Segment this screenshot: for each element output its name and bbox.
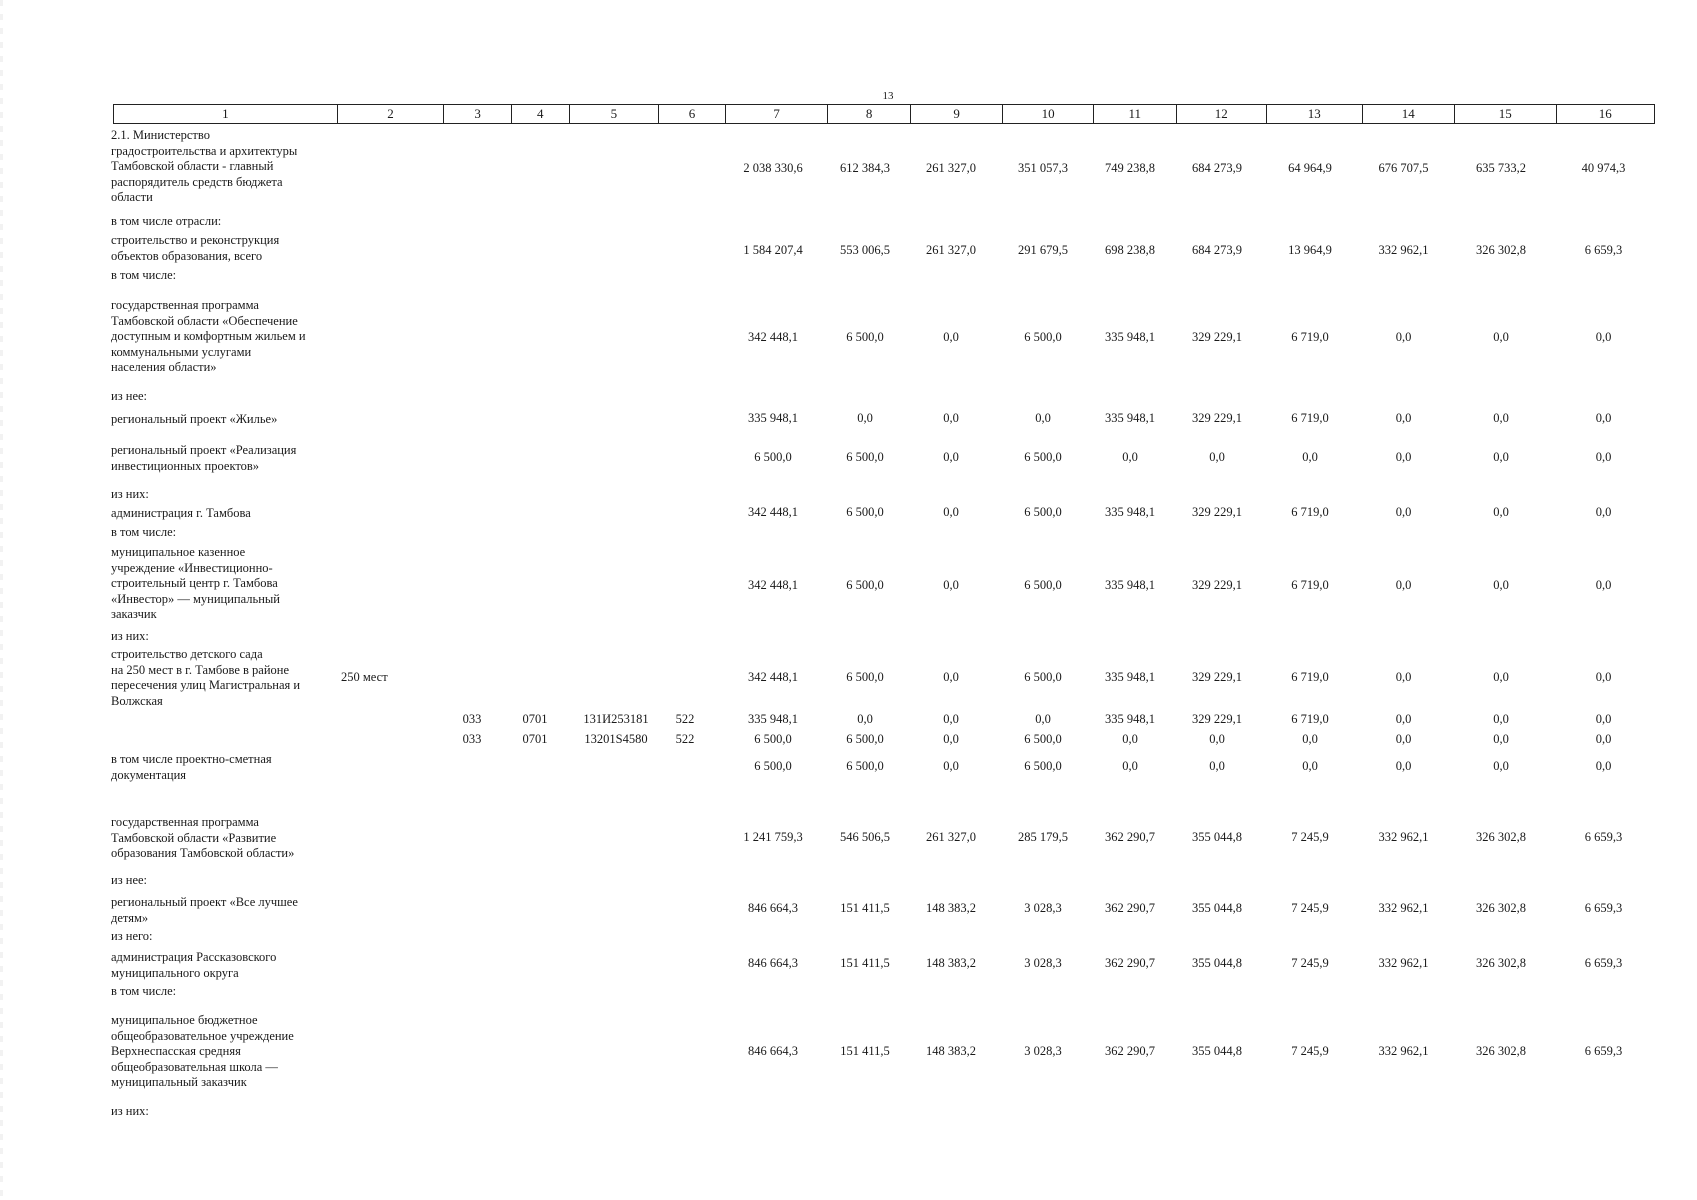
table-cell-col-12: 684 273,9 <box>1192 243 1242 257</box>
table-cell-col-7: 846 664,3 <box>748 1044 798 1058</box>
header-cell: 6 <box>659 105 726 123</box>
table-cell-col-13: 0,0 <box>1302 732 1318 746</box>
table-cell-col-12: 329 229,1 <box>1192 712 1242 726</box>
table-cell-col-8: 151 411,5 <box>840 956 890 970</box>
header-cell: 4 <box>512 105 570 123</box>
header-cell: 1 <box>114 105 338 123</box>
table-cell-col-14: 332 962,1 <box>1378 243 1429 257</box>
table-cell-col-8: 6 500,0 <box>846 578 884 592</box>
table-cell-col-11: 698 238,8 <box>1105 243 1155 257</box>
table-cell-col-8: 553 006,5 <box>840 243 890 257</box>
header-cell: 14 <box>1363 105 1456 123</box>
table-cell-col-12: 329 229,1 <box>1192 505 1242 519</box>
table-cell-col-8: 6 500,0 <box>846 505 884 519</box>
row-label: региональный проект «Жилье» <box>111 412 278 426</box>
table-cell-col-16: 0,0 <box>1595 330 1612 344</box>
row-label: в том числе: <box>111 268 177 282</box>
table-cell-col-15: 0,0 <box>1493 450 1509 464</box>
table-cell-col-10: 6 500,0 <box>1024 732 1062 746</box>
row-label: в том числе отрасли: <box>111 214 222 228</box>
table-cell-col-10: 0,0 <box>1035 411 1051 425</box>
table-cell-col-7: 6 500,0 <box>754 450 792 464</box>
table-cell-col-10: 3 028,3 <box>1024 901 1062 915</box>
table-cell-col-13: 6 719,0 <box>1291 712 1329 726</box>
table-cell-col-16: 40 974,3 <box>1581 161 1626 175</box>
table-cell-col-8: 6 500,0 <box>846 450 884 464</box>
table-cell-col-11: 0,0 <box>1122 759 1138 773</box>
row-label: из них: <box>111 1104 149 1118</box>
header-cell: 11 <box>1094 105 1177 123</box>
table-cell-col-10: 351 057,3 <box>1018 161 1068 175</box>
table-cell-col-11: 335 948,1 <box>1105 712 1155 726</box>
table-cell-col-14: 0,0 <box>1395 330 1412 344</box>
table-cell-col-9: 261 327,0 <box>926 243 976 257</box>
row-label: из нее: <box>111 873 148 887</box>
table-cell-col-11: 362 290,7 <box>1105 901 1155 915</box>
table-cell-col-12: 355 044,8 <box>1192 901 1242 915</box>
table-cell-col-15: 326 302,8 <box>1476 901 1526 915</box>
table-cell-col-9: 0,0 <box>943 712 959 726</box>
header-cell: 2 <box>338 105 444 123</box>
row-label: из нее: <box>111 389 148 403</box>
table-cell-col-15: 0,0 <box>1493 578 1509 592</box>
table-cell-col-8: 612 384,3 <box>840 161 890 175</box>
header-cell: 16 <box>1598 106 1612 121</box>
row-label: муниципальное бюджетное общеобразовательное учреждение Верхнеспасская средняя общеобразовательная школа — муниципальный заказчик <box>111 1013 294 1089</box>
table-cell-col-7: 335 948,1 <box>748 411 798 425</box>
table-cell-col-9: 148 383,2 <box>926 1044 976 1058</box>
table-cell-col-2: 250 мест <box>341 670 388 684</box>
table-cell-col-12: 329 229,1 <box>1192 411 1242 425</box>
table-cell-col-15: 326 302,8 <box>1476 830 1526 844</box>
table-cell-col-7: 2 038 330,6 <box>743 161 803 175</box>
header-cell: 5 <box>570 105 660 123</box>
table-cell-col-15: 326 302,8 <box>1476 956 1526 970</box>
table-cell-col-16: 0,0 <box>1595 411 1612 425</box>
table-cell-col-14: 0,0 <box>1395 505 1412 519</box>
table-cell-col-14: 0,0 <box>1395 759 1412 773</box>
row-label: в том числе: <box>111 984 177 998</box>
table-cell-col-9: 0,0 <box>943 759 959 773</box>
table-cell-col-10: 6 500,0 <box>1024 330 1062 344</box>
table-cell-col-5: 131И253181 <box>583 712 649 726</box>
table-cell-col-13: 64 964,9 <box>1288 161 1332 175</box>
table-cell-col-13: 0,0 <box>1302 759 1318 773</box>
table-cell-col-13: 0,0 <box>1302 450 1318 464</box>
table-cell-col-15: 0,0 <box>1493 732 1509 746</box>
table-cell-col-11: 335 948,1 <box>1105 411 1155 425</box>
row-label: строительство детского сада на 250 мест в г. Тамбове в районе пересечения улиц Магистральная и Волжская <box>111 647 301 708</box>
table-cell-col-16: 0,0 <box>1595 670 1612 684</box>
table-cell-col-13: 6 719,0 <box>1291 411 1329 425</box>
header-cell: 10 <box>1003 105 1094 123</box>
table-cell-col-10: 6 500,0 <box>1024 670 1062 684</box>
table-cell-col-7: 846 664,3 <box>748 901 798 915</box>
table-cell-col-7: 6 500,0 <box>754 732 792 746</box>
table-cell-col-16: 6 659,3 <box>1584 1044 1623 1058</box>
table-cell-col-14: 332 962,1 <box>1378 901 1429 915</box>
table-cell-col-5: 13201S4580 <box>584 732 648 746</box>
table-cell-col-16: 0,0 <box>1595 732 1612 746</box>
row-label: из них: <box>111 487 149 501</box>
table-cell-col-13: 6 719,0 <box>1291 670 1329 684</box>
header-cell: 7 <box>726 105 828 123</box>
table-cell-col-7: 6 500,0 <box>754 759 792 773</box>
table-cell-col-12: 0,0 <box>1209 759 1225 773</box>
table-cell-col-14: 332 962,1 <box>1378 830 1429 844</box>
table-cell-col-16: 0,0 <box>1595 759 1612 773</box>
table-cell-col-9: 148 383,2 <box>926 956 976 970</box>
row-label: из него: <box>111 929 153 943</box>
table-cell-col-15: 0,0 <box>1493 330 1509 344</box>
table-cell-col-7: 342 448,1 <box>748 330 798 344</box>
table-cell-col-12: 355 044,8 <box>1192 830 1242 844</box>
table-cell-col-14: 0,0 <box>1395 670 1412 684</box>
table-cell-col-11: 749 238,8 <box>1105 161 1155 175</box>
table-cell-col-8: 0,0 <box>857 712 873 726</box>
table-cell-col-9: 0,0 <box>943 411 959 425</box>
table-cell-col-16: 0,0 <box>1595 450 1612 464</box>
table-cell-col-10: 291 679,5 <box>1018 243 1068 257</box>
table-cell-col-8: 6 500,0 <box>846 759 884 773</box>
table-cell-col-16: 6 659,3 <box>1584 956 1623 970</box>
table-cell-col-9: 261 327,0 <box>926 830 976 844</box>
table-cell-col-15: 0,0 <box>1493 759 1509 773</box>
table-cell-col-14: 0,0 <box>1395 732 1412 746</box>
table-cell-col-13: 6 719,0 <box>1291 505 1329 519</box>
table-cell-col-6: 522 <box>675 712 695 726</box>
table-cell-col-11: 362 290,7 <box>1105 830 1155 844</box>
table-cell-col-8: 6 500,0 <box>846 330 884 344</box>
table-cell-col-3: 033 <box>462 712 482 726</box>
table-cell-col-16: 6 659,3 <box>1584 901 1623 915</box>
row-label: из них: <box>111 629 149 643</box>
table-cell-col-14: 676 707,5 <box>1378 161 1429 175</box>
table-cell-col-14: 332 962,1 <box>1378 1044 1429 1058</box>
table-cell-col-7: 846 664,3 <box>748 956 798 970</box>
table-cell-col-7: 342 448,1 <box>748 670 798 684</box>
table-cell-col-15: 326 302,8 <box>1476 243 1526 257</box>
table-cell-col-10: 6 500,0 <box>1024 450 1062 464</box>
table-cell-col-12: 0,0 <box>1209 450 1225 464</box>
table-cell-col-7: 1 584 207,4 <box>743 243 803 257</box>
table-cell-col-14: 0,0 <box>1395 712 1412 726</box>
table-cell-col-13: 7 245,9 <box>1291 956 1329 970</box>
table-cell-col-13: 6 719,0 <box>1291 330 1329 344</box>
table-cell-col-16: 0,0 <box>1595 505 1612 519</box>
row-label: строительство и реконструкция объектов образования, всего <box>111 233 280 263</box>
table-cell-col-13: 7 245,9 <box>1291 901 1329 915</box>
table-cell-col-6: 522 <box>675 732 695 746</box>
table-cell-col-15: 635 733,2 <box>1476 161 1526 175</box>
table-cell-col-16: 0,0 <box>1595 712 1612 726</box>
table-cell-col-12: 329 229,1 <box>1192 330 1242 344</box>
table-cell-col-9: 0,0 <box>943 450 959 464</box>
header-cell: 9 <box>911 105 1004 123</box>
table-cell-col-12: 684 273,9 <box>1192 161 1242 175</box>
table-cell-col-7: 342 448,1 <box>748 505 798 519</box>
row-label: государственная программа Тамбовской области «Развитие образования Тамбовской области» <box>111 815 295 860</box>
table-cell-col-15: 0,0 <box>1493 411 1509 425</box>
table-cell-col-11: 335 948,1 <box>1105 330 1155 344</box>
table-cell-col-9: 0,0 <box>943 330 959 344</box>
table-cell-col-15: 0,0 <box>1493 670 1509 684</box>
table-cell-col-13: 7 245,9 <box>1291 1044 1329 1058</box>
table-cell-col-9: 0,0 <box>943 505 959 519</box>
table-cell-col-15: 0,0 <box>1493 712 1509 726</box>
table-cell-col-16: 6 659,3 <box>1584 243 1623 257</box>
table-cell-col-12: 355 044,8 <box>1192 956 1242 970</box>
table-cell-col-10: 0,0 <box>1035 712 1051 726</box>
table-cell-col-14: 332 962,1 <box>1378 956 1429 970</box>
row-label: государственная программа Тамбовской области «Обеспечение доступным и комфортным жильем и коммунальными услугами населения области» <box>111 298 306 374</box>
header-cell: 3 <box>444 105 512 123</box>
header-cell: 13 <box>1267 105 1363 123</box>
table-cell-col-8: 151 411,5 <box>840 901 890 915</box>
table-cell-col-11: 335 948,1 <box>1105 670 1155 684</box>
header-cell: 12 <box>1177 105 1268 123</box>
table-cell-col-15: 326 302,8 <box>1476 1044 1526 1058</box>
table-cell-col-4: 0701 <box>522 712 548 726</box>
table-cell-col-7: 342 448,1 <box>748 578 798 592</box>
table-cell-col-11: 362 290,7 <box>1105 1044 1155 1058</box>
table-cell-col-11: 0,0 <box>1122 450 1138 464</box>
table-cell-col-11: 335 948,1 <box>1105 505 1155 519</box>
table-cell-col-4: 0701 <box>522 732 548 746</box>
table-cell-col-13: 13 964,9 <box>1288 243 1332 257</box>
table-cell-col-9: 148 383,2 <box>926 901 976 915</box>
table-cell-col-11: 362 290,7 <box>1105 956 1155 970</box>
table-cell-col-10: 6 500,0 <box>1024 505 1062 519</box>
table-cell-col-12: 0,0 <box>1209 732 1225 746</box>
table-cell-col-9: 261 327,0 <box>926 161 976 175</box>
table-cell-col-8: 6 500,0 <box>846 732 884 746</box>
table-cell-col-7: 1 241 759,3 <box>743 830 803 844</box>
row-label: региональный проект «Все лучшее детям» <box>111 895 298 925</box>
table-cell-col-3: 033 <box>462 732 482 746</box>
table-cell-col-10: 3 028,3 <box>1024 1044 1062 1058</box>
header-cell: 15 <box>1455 105 1556 123</box>
table-cell-col-12: 355 044,8 <box>1192 1044 1242 1058</box>
table-cell-col-13: 6 719,0 <box>1291 578 1329 592</box>
page-number: 13 <box>882 90 894 102</box>
table-cell-col-8: 151 411,5 <box>840 1044 890 1058</box>
table-cell-col-10: 3 028,3 <box>1024 956 1062 970</box>
table-cell-col-8: 546 506,5 <box>840 830 890 844</box>
table-cell-col-9: 0,0 <box>943 670 959 684</box>
row-label: в том числе: <box>111 525 177 539</box>
row-label: региональный проект «Реализация инвестиционных проектов» <box>111 443 297 473</box>
table-cell-col-10: 6 500,0 <box>1024 759 1062 773</box>
table-cell-col-9: 0,0 <box>943 578 959 592</box>
table-cell-col-12: 329 229,1 <box>1192 578 1242 592</box>
table-cell-col-14: 0,0 <box>1395 450 1412 464</box>
row-label: в том числе проектно-сметная документация <box>111 752 272 782</box>
table-cell-col-8: 0,0 <box>857 411 873 425</box>
table-cell-col-8: 6 500,0 <box>846 670 884 684</box>
table-cell-col-13: 7 245,9 <box>1291 830 1329 844</box>
table-cell-col-12: 329 229,1 <box>1192 670 1242 684</box>
table-cell-col-16: 0,0 <box>1595 578 1612 592</box>
row-label: 2.1. Министерство градостроительства и архитектуры Тамбовской области - главный распорядитель средств бюджета области <box>111 128 298 204</box>
row-label: администрация г. Тамбова <box>111 506 251 520</box>
table-cell-col-14: 0,0 <box>1395 411 1412 425</box>
table-cell-col-11: 0,0 <box>1122 732 1138 746</box>
table-cell-col-16: 6 659,3 <box>1584 830 1623 844</box>
table-cell-col-10: 285 179,5 <box>1018 830 1068 844</box>
row-label: администрация Рассказовского муниципального округа <box>111 950 277 980</box>
row-label: муниципальное казенное учреждение «Инвестиционно- строительный центр г. Тамбова «Инвестор» — муниципальный заказчик <box>111 545 280 621</box>
table-cell-col-14: 0,0 <box>1395 578 1412 592</box>
table-cell-col-7: 335 948,1 <box>748 712 798 726</box>
table-cell-col-11: 335 948,1 <box>1105 578 1155 592</box>
header-cell: 8 <box>828 105 911 123</box>
table-cell-col-9: 0,0 <box>943 732 959 746</box>
table-cell-col-10: 6 500,0 <box>1024 578 1062 592</box>
table-cell-col-15: 0,0 <box>1493 505 1509 519</box>
